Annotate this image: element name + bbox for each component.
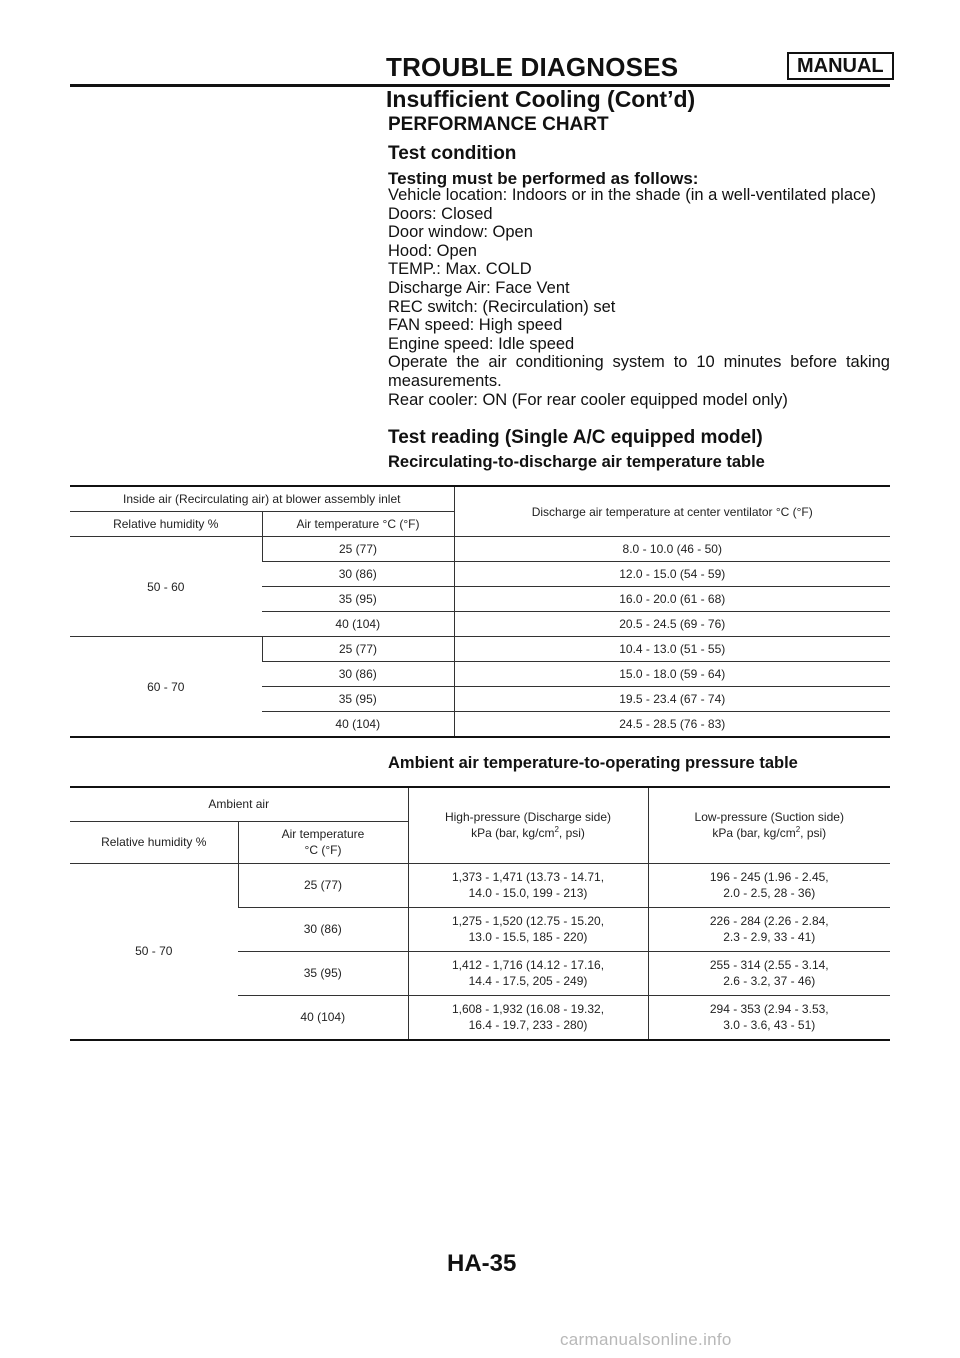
table-header-cell: Ambient air	[70, 787, 408, 821]
test-condition-list	[388, 186, 890, 409]
air-temp-cell: 30 (86)	[262, 562, 454, 587]
watermark: carmanualsonline.info	[560, 1330, 732, 1349]
condition-item: Doors: Closed	[388, 204, 493, 223]
air-temp-cell: 35 (95)	[262, 687, 454, 712]
condition-item: TEMP.: Max. COLD	[388, 260, 532, 279]
table-header-cell: Air temperature °C (°F)	[238, 821, 408, 863]
header-line: High-pressure (Discharge side)	[444, 810, 612, 825]
table-row	[70, 863, 890, 907]
low-pressure-cell: 226 - 284 (2.26 - 2.84, 2.3 - 2.9, 33 - 41)	[648, 907, 890, 951]
low-pressure-cell: 196 - 245 (1.96 - 2.45, 2.0 - 2.5, 28 - 36)	[648, 863, 890, 907]
table-header-row	[70, 787, 890, 821]
condition-item: Rear cooler: ON (For rear cooler equipped model only)	[388, 390, 788, 409]
recirculating-temperature-table	[70, 485, 890, 738]
low-pressure-cell: 294 - 353 (2.94 - 3.53, 3.0 - 3.6, 43 - 51)	[648, 995, 890, 1040]
table-header-cell: Relative humidity %	[70, 821, 238, 863]
table-title-ambient: Ambient air temperature-to-operating pressure table	[388, 754, 798, 772]
air-temp-cell: 25 (77)	[262, 637, 454, 662]
discharge-temp-cell: 16.0 - 20.0 (61 - 68)	[454, 587, 890, 612]
page-header-title: TROUBLE DIAGNOSES	[386, 52, 679, 82]
discharge-temp-cell: 19.5 - 23.4 (67 - 74)	[454, 687, 890, 712]
table-header-cell: Inside air (Recirculating air) at blower assembly inlet	[70, 486, 454, 512]
high-pressure-cell: 1,275 - 1,520 (12.75 - 15.20, 13.0 - 15.5, 185 - 220)	[408, 907, 648, 951]
low-pressure-cell: 255 - 314 (2.55 - 3.14, 2.6 - 3.2, 37 - 46)	[648, 951, 890, 995]
high-pressure-cell: 1,608 - 1,932 (16.08 - 19.32, 16.4 - 19.7, 233 - 280)	[408, 995, 648, 1040]
ambient-pressure-table	[70, 786, 890, 1041]
air-temp-cell: 30 (86)	[262, 662, 454, 687]
high-pressure-cell: 1,412 - 1,716 (14.12 - 17.16, 14.4 - 17.5, 205 - 249)	[408, 951, 648, 995]
air-temp-cell: 25 (77)	[262, 537, 454, 562]
page-subtitle: Insufficient Cooling (Cont’d)	[386, 86, 696, 112]
air-temp-cell: 35 (95)	[262, 587, 454, 612]
discharge-temp-cell: 24.5 - 28.5 (76 - 83)	[454, 712, 890, 738]
page-number: HA-35	[447, 1250, 517, 1277]
table-header-cell: Air temperature °C (°F)	[262, 512, 454, 537]
condition-item: FAN speed: High speed	[388, 316, 563, 335]
section-heading-test-condition: Test condition	[388, 143, 517, 164]
air-temp-cell: 35 (95)	[238, 951, 408, 995]
table-row	[70, 637, 890, 662]
condition-item: Engine speed: Idle speed	[388, 334, 575, 353]
air-temp-cell: 30 (86)	[238, 907, 408, 951]
condition-item: Operate the air conditioning system to 10 minutes before taking	[388, 353, 890, 372]
discharge-temp-cell: 8.0 - 10.0 (46 - 50)	[454, 537, 890, 562]
humidity-cell: 50 - 70	[70, 863, 238, 1040]
humidity-cell: 60 - 70	[70, 637, 262, 738]
table-row	[70, 537, 890, 562]
section-heading-performance-chart: PERFORMANCE CHART	[388, 114, 609, 135]
table-header-cell	[648, 787, 890, 863]
air-temp-cell: 40 (104)	[262, 612, 454, 637]
section-heading-test-reading: Test reading (Single A/C equipped model)	[388, 427, 763, 448]
humidity-cell: 50 - 60	[70, 537, 262, 637]
header-line: kPa (bar, $kg/cm^2$, psi)	[712, 825, 827, 841]
condition-item: Vehicle location: Indoors or in the shade (in a well-ventilated place)	[388, 186, 876, 204]
table-title-recirculating: Recirculating-to-discharge air temperature table	[388, 453, 765, 471]
high-pressure-cell: 1,373 - 1,471 (13.73 - 14.71, 14.0 - 15.0, 199 - 213)	[408, 863, 648, 907]
discharge-temp-cell: 20.5 - 24.5 (69 - 76)	[454, 612, 890, 637]
condition-item: Door window: Open	[388, 223, 533, 242]
table-header-cell	[408, 787, 648, 863]
air-temp-cell: 40 (104)	[262, 712, 454, 738]
table-header-cell: Discharge air temperature at center ventilator °C (°F)	[454, 486, 890, 537]
discharge-temp-cell: 12.0 - 15.0 (54 - 59)	[454, 562, 890, 587]
table-header-row	[70, 486, 890, 512]
table-header-cell: Relative humidity %	[70, 512, 262, 537]
manual-badge: MANUAL	[787, 52, 894, 80]
air-temp-cell: 25 (77)	[238, 863, 408, 907]
condition-item: Discharge Air: Face Vent	[388, 278, 570, 297]
header-line: kPa (bar, $kg/cm^2$, psi)	[471, 825, 585, 841]
condition-item: REC switch: (Recirculation) set	[388, 297, 616, 316]
air-temp-cell: 40 (104)	[238, 995, 408, 1040]
discharge-temp-cell: 10.4 - 13.0 (51 - 55)	[454, 637, 890, 662]
condition-item: measurements.	[388, 371, 502, 390]
discharge-temp-cell: 15.0 - 18.0 (59 - 64)	[454, 662, 890, 687]
condition-item: Hood: Open	[388, 241, 477, 260]
testing-intro: Testing must be performed as follows:	[388, 169, 699, 188]
header-line: Low-pressure (Suction side)	[694, 810, 844, 825]
